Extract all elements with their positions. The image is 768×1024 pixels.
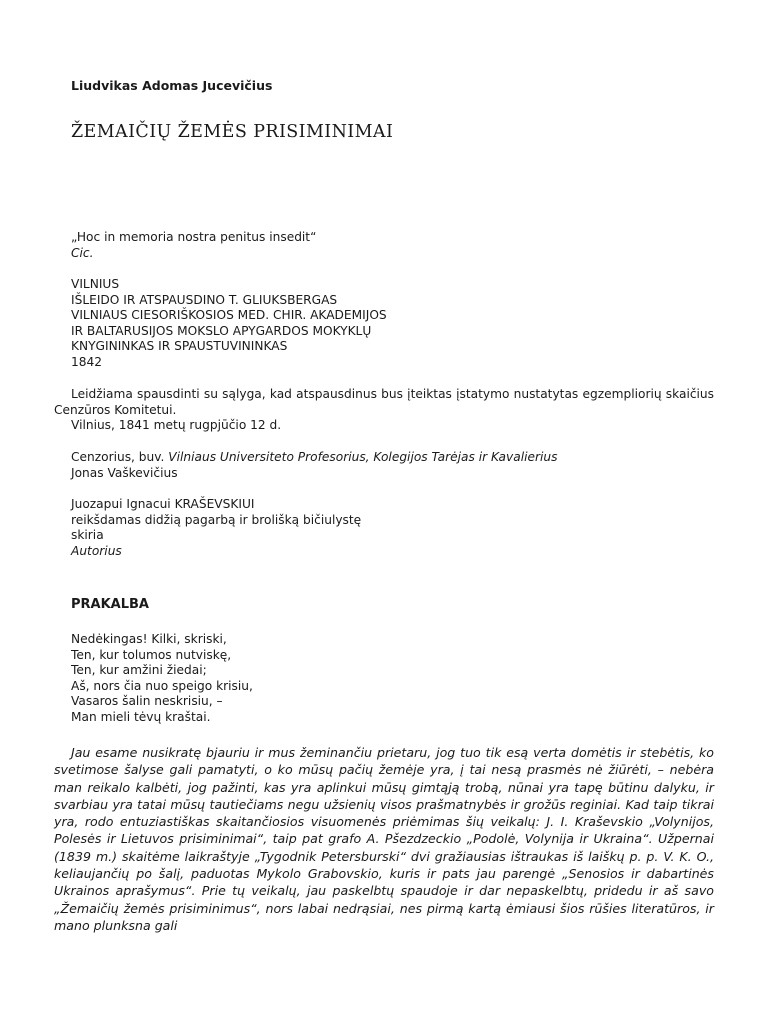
censor-info xyxy=(71,450,557,481)
poem-line: Ten, kur amžini žiedai; xyxy=(71,663,207,678)
dedication-recipient: Juozapui Ignacui KRAŠEVSKIUI xyxy=(71,497,255,511)
preface-paragraph: Jau esame nusikratę bjauriu ir mus žeminančiu prietaru, jog tuo tik esą verta domėtis ir stebėtis, ko svetimose šalyse gali pamatyti, o ko mūsų pačių žemėje yra, į tai nesą prasmės nė žiūrėti, – nebėra man reikalo kalbėti, jog pažinti, kas yra aplinkui mūsų gimtąją trobą, nūnai yra tapę būtinu dalyku, ir svarbiau yra tatai mūsų tautiečiams negu užsienių visos prašmatnybės ir grožūs reginiai. Kad taip tikrai yra, rodo entuziastiškas skaitančiosios visuomenės priėmimas šių veikalų: J. I. Kraševskio „Volynijos, Polesės ir Lietuvos prisiminimai“, taip pat grafo A. Pšezdzeckio „Podolė, Volynija ir Ukraina“. Užpernai (1839 m.) skaitėme laikraštyje „Tygodnik Petersburski“ dvi gražiausias ištraukas iš laiškų p. p. V. K. O., keliaujančių po šalį, paduotas Mykolo Grabovskio, kuris ir pats jau parengė „Senosios ir dabartinės Ukrainos aprašymus“. Prie tų veikalų, jau paskelbtų spaudoje ir dar nepaskelbtų, pridedu ir aš savo „Žemaičių žemės prisiminimus“, nors labai nedrąsiai, nes pirmą kartą ėmiausi šios rūšies literatūros, ir mano plunksna gali xyxy=(54,745,714,933)
publication-year: 1842 xyxy=(71,354,103,369)
poem-line: Nedėkingas! Kilki, skriski, xyxy=(71,632,227,646)
poem-line: Man mieli tėvų kraštai. xyxy=(71,709,211,724)
epigraph-quote: „Hoc in memoria nostra penitus insedit“ xyxy=(71,230,317,244)
preface-heading: PRAKALBA xyxy=(71,597,149,612)
publisher-line: KNYGININKAS IR SPAUSTUVININKAS xyxy=(71,339,288,354)
epigraph-source: Cic. xyxy=(71,245,94,260)
publisher-line: IŠLEIDO IR ATSPAUSDINO T. GLIUKSBERGAS xyxy=(71,292,338,307)
author-name: Liudvikas Adomas Jucevičius xyxy=(71,78,273,93)
censorship-date xyxy=(71,418,281,434)
poem-line: Vasaros šalin neskrisiu, – xyxy=(71,694,223,709)
publisher-line: VILNIAUS CIESORIŠKOSIOS MED. CHIR. AKADEMIJOS xyxy=(71,308,387,323)
censorship-note: Leidžiama spausdinti su sąlyga, kad atspausdinus bus įteiktas įstatymo nustatytas egzempliorių skaičius Cenzūros Komitetui. xyxy=(54,387,714,417)
censor-name: Jonas Vaškevičius xyxy=(71,465,178,480)
censor-title-line xyxy=(71,450,557,466)
poem xyxy=(71,632,253,726)
poem-line: Aš, nors čia nuo speigo krisiu, xyxy=(71,678,253,693)
censor-title: Vilniaus Universiteto Profesorius, Kolegijos Tarėjas ir Kavalierius xyxy=(168,450,558,464)
epigraph xyxy=(71,230,316,261)
publisher-info xyxy=(71,277,387,371)
dedication xyxy=(71,497,361,559)
publisher-line: IR BALTARUSIJOS MOKSLO APYGARDOS MOKYKLŲ xyxy=(71,323,372,338)
poem-line: Ten, kur tolumos nutviskę, xyxy=(71,647,232,662)
censorship-date-text: Vilnius, 1841 metų rugpjūčio 12 d. xyxy=(71,418,282,432)
publisher-line: VILNIUS xyxy=(71,277,120,291)
censor-prefix: Cenzorius, buv. xyxy=(71,450,169,464)
dedication-line: skiria xyxy=(71,528,104,543)
book-title: ŽEMAIČIŲ ŽEMĖS PRISIMINIMAI xyxy=(71,122,394,142)
dedication-signature: Autorius xyxy=(71,543,122,558)
dedication-line: reikšdamas didžią pagarbą ir brolišką bičiulystę xyxy=(71,512,362,527)
